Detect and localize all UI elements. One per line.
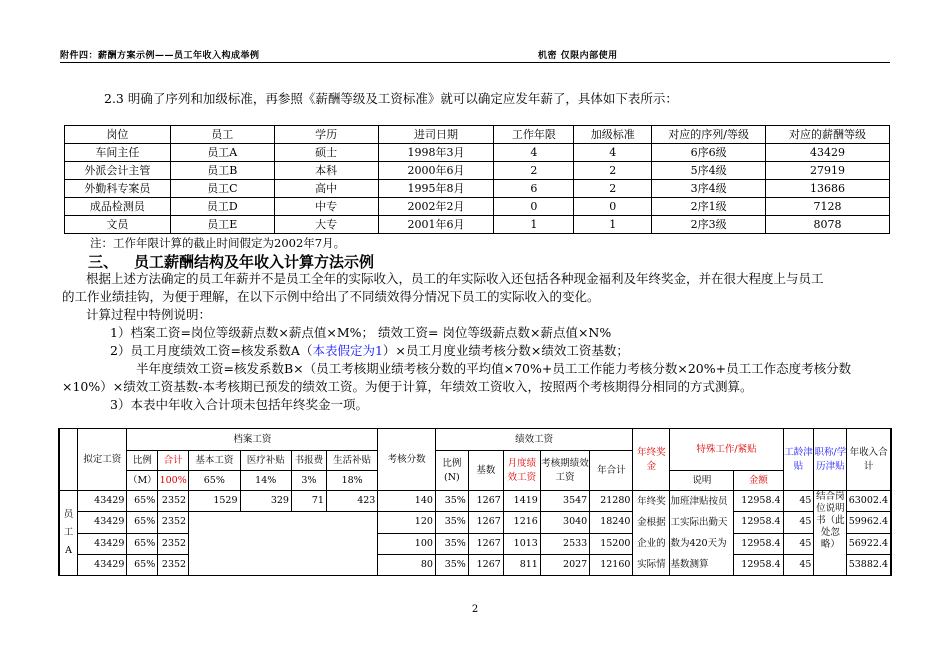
title-allowance-header: 职称/学历津贴 [814,429,847,491]
cell: 120 [378,512,436,533]
cell: 2 [574,180,652,198]
intro-text: 2.3 明确了序列和加级标准，再参照《薪酬等级及工资标准》就可以确定应发年薪了，具体如下表所示： [104,91,678,106]
item-2 [110,342,629,360]
cell: 2533 [540,533,589,554]
header-left: 附件四：薪酬方案示例——员工年收入构成举例 [60,51,260,61]
cell: 43429 [766,144,890,162]
item-1: 1）档案工资=岗位等级薪点数×薪点值×M%； 绩效工资= 岗位等级薪点数×薪点值×N% [110,325,612,340]
table-row [59,554,891,575]
cell: 35% [435,491,468,512]
cell: 车间主任 [65,144,171,162]
basic-header: 基本工资 [189,451,240,471]
page-number: 2 [471,604,479,615]
cell: 3040 [540,512,589,533]
cell: 2000年6月 [378,162,494,180]
medical-pct: 14% [240,471,291,491]
table-row [65,198,890,216]
cell: 65% [127,533,158,554]
title-note: 结合岗位说明书（此处忽略） [814,491,847,576]
cell: 中专 [274,198,378,216]
table-row [59,491,891,512]
basic-pct: 65% [189,471,240,491]
books-pct: 3% [291,471,326,491]
ratio-m-sub: （M） [127,471,158,491]
perf-ratio-n: (N) [444,471,460,483]
cell: 6 [494,180,574,198]
living-header: 生活补贴 [326,451,377,471]
bonus-note: 年终奖金根据企业的实际情 [633,491,670,576]
year-total-header: 年合计 [590,451,633,491]
item-2-highlight: 本表假定为1 [312,343,383,358]
cell: 成品检测员 [65,198,171,216]
monthly-perf-header: 月度绩效工资 [503,451,540,491]
cell: 53882.4 [847,554,891,575]
cell: 1998年3月 [378,144,494,162]
cell: 1 [574,216,652,234]
cell: 高中 [274,180,378,198]
special-allowance-header: 特殊工作/紧贴 [670,429,783,471]
cell: 2352 [158,554,189,575]
cell: 43429 [78,533,127,554]
cell: 8078 [766,216,890,234]
perf-base-header: 基数 [468,451,503,491]
cell: 3序4级 [652,180,766,198]
cell: 1529 [189,491,240,512]
col-header: 员工 [170,126,274,144]
table-note: 注：工作年限计算的截止时间假定为2002年7月。 [90,236,346,250]
cell: 65% [127,491,158,512]
cell: 2 [574,162,652,180]
cell: 0 [494,198,574,216]
cell: 18240 [590,512,633,533]
cell: 1013 [503,533,540,554]
cell: 45 [783,554,814,575]
paragraph-line: 根据上述方法确定的员工年薪并不是员工全年的实际收入，员工的年实际收入还包括各种现金福利及年终奖金，并在很大程度上与员工 [86,271,824,286]
col-header: 学历 [274,126,378,144]
medical-header: 医疗补贴 [240,451,291,471]
total-pct: 100% [158,471,189,491]
cell: 2027 [540,554,589,575]
cell: 43429 [78,554,127,575]
cell: 2352 [158,533,189,554]
special-note: 加班津贴按员工实际出勤天数为420天为基数测算 [670,491,734,576]
cell: 35% [435,512,468,533]
item-2-line: ×10%）×绩效工资基数-本考核期已预发的绩效工资。为便于计算，年绩效工资收入，按照两个考核期得分相同的方式测算。 [62,379,753,394]
cell: 1267 [468,491,503,512]
cell: 4 [574,144,652,162]
section-title: 员工薪酬结构及年收入计算方法示例 [134,253,375,271]
cell: 65% [127,512,158,533]
cell: 45 [783,512,814,533]
blank-cell [189,512,378,533]
item-2-line: 半年度绩效工资=核发系数B×（员工考核期业绩考核分数的平均值×70%+员工工作能力考核分数×20%+员工工作态度考核分数 [136,361,852,376]
blank-cell [189,533,378,554]
salary-level-table [64,125,890,234]
perf-ratio-header [435,451,468,491]
col-header: 对应的薪酬等级 [766,126,890,144]
table-row [59,512,891,533]
cell: 1267 [468,554,503,575]
employee-label [59,491,78,576]
paragraph-line: 的工作业绩挂钩，为便于理解，在以下示例中给出了不同绩效得分情况下员工的实际收入的变化。 [62,289,600,304]
employee-char: 员 [63,509,74,520]
cell: 5序4级 [652,162,766,180]
header-right: 机密 仅限内部使用 [538,51,618,61]
cell: 12160 [590,554,633,575]
cell: 12958.4 [734,491,783,512]
cell: 2002年2月 [378,198,494,216]
cell: 7128 [766,198,890,216]
page-header [60,48,890,63]
cell: 1267 [468,512,503,533]
cell: 6序6级 [652,144,766,162]
cell: 员工E [170,216,274,234]
cell: 2352 [158,512,189,533]
base-salary-header: 拟定工资 [78,429,127,491]
cell: 56922.4 [847,533,891,554]
col-header: 工作年限 [494,126,574,144]
section-number: 三、 [88,253,119,271]
cell: 80 [378,554,436,575]
cell: 员工A [170,144,274,162]
cell: 12958.4 [734,554,783,575]
archive-salary-header: 档案工资 [127,429,378,451]
cell: 员工B [170,162,274,180]
item-2-part: ）×员工月度业绩考核分数×绩效工资基数； [382,343,629,358]
cell: 1419 [503,491,540,512]
amount-header: 金额 [734,471,783,491]
col-header: 岗位 [65,126,171,144]
period-perf-header: 考核期绩效工资 [540,451,589,491]
cell: 65% [127,554,158,575]
cell: 2序3级 [652,216,766,234]
cell: 811 [503,554,540,575]
cell: 35% [435,554,468,575]
cell: 21280 [590,491,633,512]
cell: 329 [240,491,291,512]
cell: 13686 [766,180,890,198]
cell: 1995年8月 [378,180,494,198]
cell: 423 [326,491,377,512]
books-header: 书报费 [291,451,326,471]
ratio-m-header: 比例 [127,451,158,471]
cell: 43429 [78,491,127,512]
income-table [58,428,892,576]
seniority-header: 工龄津贴 [783,429,814,491]
cell: 45 [783,491,814,512]
blank-cell [59,429,78,491]
col-header: 对应的序列/等级 [652,126,766,144]
cell: 1216 [503,512,540,533]
cell: 2001年6月 [378,216,494,234]
cell: 140 [378,491,436,512]
table-row [65,162,890,180]
cell: 1267 [468,533,503,554]
table-row [65,216,890,234]
table-row [65,180,890,198]
cell: 45 [783,533,814,554]
performance-salary-header: 绩效工资 [435,429,632,451]
cell: 35% [435,533,468,554]
cell: 本科 [274,162,378,180]
cell: 外派会计主管 [65,162,171,180]
cell: 63002.4 [847,491,891,512]
cell: 文员 [65,216,171,234]
cell: 12958.4 [734,512,783,533]
bonus-header: 年终奖金 [633,429,670,491]
cell: 15200 [590,533,633,554]
cell: 27919 [766,162,890,180]
blank-cell [189,554,378,575]
item-3: 3）本表中年收入合计项未包括年终奖金一项。 [110,397,368,412]
cell: 外勤科专案员 [65,180,171,198]
table-row [59,533,891,554]
desc-header: 说明 [670,471,734,491]
total-header: 合计 [158,451,189,471]
employee-char: 工 [63,527,74,538]
cell: 2352 [158,491,189,512]
cell: 大专 [274,216,378,234]
perf-ratio-label: 比例 [442,457,462,469]
cell: 员工D [170,198,274,216]
employee-char: A [65,545,72,556]
living-pct: 18% [326,471,377,491]
cell: 4 [494,144,574,162]
cell: 0 [574,198,652,216]
col-header: 进司日期 [378,126,494,144]
cell: 12958.4 [734,533,783,554]
cell: 员工C [170,180,274,198]
calc-intro: 计算过程中特例说明： [86,307,212,322]
cell: 43429 [78,512,127,533]
cell: 硕士 [274,144,378,162]
col-header: 加级标准 [574,126,652,144]
cell: 2 [494,162,574,180]
cell: 100 [378,533,436,554]
score-header: 考核分数 [378,429,436,491]
table-row [65,144,890,162]
cell: 59962.4 [847,512,891,533]
cell: 2序1级 [652,198,766,216]
income-total-header: 年收入合计 [847,429,891,491]
item-2-part: 2）员工月度绩效工资=核发系数A（ [110,343,313,358]
table-header-row [65,126,890,144]
cell: 3547 [540,491,589,512]
cell: 1 [494,216,574,234]
cell: 71 [291,491,326,512]
